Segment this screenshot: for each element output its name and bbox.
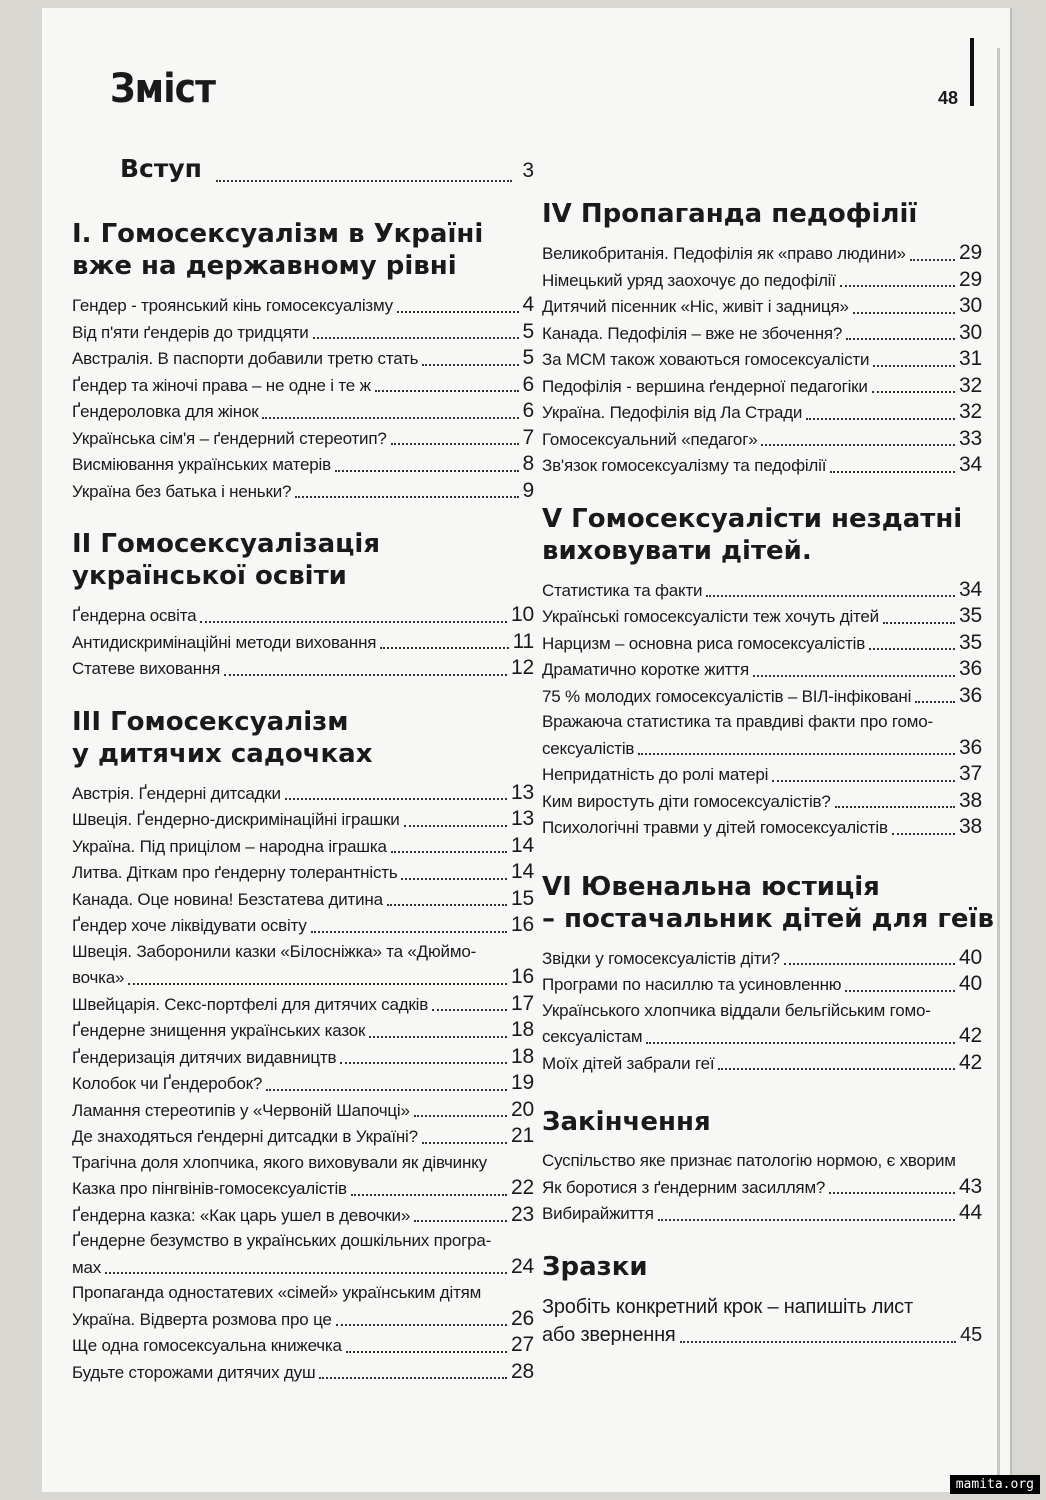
toc-entry-title: Ґендерна освіта [72,606,197,625]
toc-entry-title: Ґендерне безумство в українських дошкільних програ- [72,1231,492,1250]
toc-entry-title: Пропаганда одностатевих «сімей» українським дітям [72,1283,482,1302]
section-heading-line: VI Ювенальна юстиція [542,871,880,902]
toc-entry-page: 18 [511,1044,534,1068]
dot-leader [646,1042,955,1044]
toc-entry-page: 35 [959,630,982,654]
toc-entry[interactable] [72,1070,534,1097]
toc-entry[interactable] [72,780,534,807]
toc-entry[interactable] [72,425,534,452]
toc-entry[interactable] [72,319,534,346]
toc-entry-page: 8 [522,452,534,475]
dot-leader [391,443,519,445]
dot-leader [380,647,508,649]
section-gap [542,479,982,503]
section-gap [542,1076,982,1106]
toc-entry[interactable] [72,602,534,629]
toc-entry-title: Вражаюча статистика та правдиві факти про гомо- [542,712,933,731]
dot-leader [346,1351,507,1353]
dot-leader [432,1009,507,1011]
toc-entry-title: Австралія. В паспорти добавили третю стать [72,349,419,368]
dot-leader [397,311,519,313]
toc-entry-title: Канада. Оце новина! Безстатева дитина [72,889,383,909]
toc-entry[interactable] [542,320,982,347]
toc-entry-page: 11 [512,629,534,653]
toc-entry[interactable] [542,1293,982,1349]
toc-entry-title: Драматично коротке життя [542,660,749,679]
toc-entries [542,1293,982,1349]
dot-leader [414,1220,507,1222]
toc-entry-title: Великобританія. Педофілія як «право людини» [542,244,906,263]
toc-entry-continuation-line [542,1321,982,1349]
toc-entry-page: 42 [959,1050,982,1074]
dot-leader [313,337,519,339]
toc-entry-title: Де знаходяться ґендерні дитсадки в Україні? [72,1127,418,1146]
toc-entry-title: Україна. Під прицілом – народна іграшка [72,836,387,856]
toc-entry-title: Вибирайжиття [542,1204,654,1223]
toc-entry[interactable] [542,293,982,320]
toc-entry-title: Антидискримінаційні методи виховання [72,632,377,652]
toc-entry-continuation-line [72,1254,534,1281]
toc-entry-page: 32 [959,373,982,397]
toc-entry-title: Зробіть конкретний крок – напишіть лист [542,1295,913,1318]
toc-entry[interactable] [72,1228,534,1280]
toc-entries [72,292,534,504]
toc-entry-page: 34 [959,453,982,476]
intro-entry[interactable] [120,152,534,188]
toc-entry-title: Канада. Педофілія – вже не збочення? [542,323,843,343]
toc-entry-page: 13 [511,780,534,804]
dot-leader [335,470,519,472]
toc-entry-title: Гомосексуальний «педагог» [542,429,758,449]
toc-entry[interactable] [542,788,982,815]
toc-entry-page: 21 [511,1124,534,1147]
toc-entry-title: Звідки у гомосексуалістів діти? [542,948,780,968]
toc-entries [72,780,534,1386]
section-gap [542,168,982,198]
toc-entry-title: За МСМ також ховаються гомосексуалісти [542,350,870,369]
dot-leader [200,621,507,623]
toc-entry-title: Від п'яти ґендерів до тридцяти [72,322,309,342]
toc-entries [72,602,534,682]
toc-entry[interactable] [72,991,534,1018]
toc-entry[interactable] [72,833,534,860]
toc-entry[interactable] [542,267,982,294]
section-heading-line: вже на державному рівні [72,251,457,281]
toc-entry-page: 36 [959,683,982,707]
section-heading-line: – постачальник дітей для геїв [542,903,994,934]
toc-entry-continuation: мах [72,1257,102,1277]
section-gap [542,841,982,871]
toc-entry[interactable] [72,886,534,913]
dot-leader [369,1036,507,1038]
intro-label: Вступ [120,154,202,183]
toc-entry-title: Психологічні травми у дітей гомосексуалістів [542,818,888,837]
toc-entry-continuation-line [542,735,982,762]
dot-leader [680,1341,957,1343]
section-heading-line: V Гомосексуалісти нездатні [542,503,963,534]
dot-leader [829,1192,955,1194]
section-heading-line: виховувати дітей. [542,535,812,566]
toc-entry-title: Педофілія - вершина ґендерної педагогіки [542,376,868,396]
section-heading [72,218,534,282]
toc-entry[interactable] [72,1175,534,1202]
toc-entry-continuation: вочка» [72,968,125,987]
toc-entry-title: Українського хлопчика віддали бельгійським гомо- [542,1000,931,1020]
toc-entry-title: Ґендероловка для жінок [72,402,259,421]
toc-entry-title: Суспільство яке признає патологію нормою, є хворим [542,1151,956,1170]
toc-entry[interactable] [72,398,534,425]
toc-entry-title: Колобок чи Ґендеробок? [72,1074,263,1093]
toc-entry[interactable] [72,1150,534,1176]
toc-entry-title: Ґендер хоче ліквідувати освіту [72,916,307,935]
toc-entry[interactable] [72,1097,534,1124]
toc-entry-title: Непридатність до ролі матері [542,765,769,784]
toc-entry[interactable] [542,1148,982,1174]
toc-entry[interactable] [72,859,534,886]
section-heading-line: Закінчення [542,1107,711,1137]
toc-entry-title: Українська сім'я – ґендерний стереотип? [72,428,387,448]
toc-entry[interactable] [542,945,982,972]
toc-entry-page: 18 [511,1018,534,1041]
watermark: mamita.org [950,1475,1040,1494]
toc-entry-title: Швеція. Заборонили казки «Білосніжка» та «Дюймо- [72,941,477,961]
dot-leader [422,1142,507,1144]
toc-entry[interactable] [542,452,982,479]
dot-leader [336,1324,507,1326]
toc-entry-title: 75 % молодих гомосексуалістів – ВІЛ-інфіковані [542,686,912,706]
toc-entry-title: Ґендерна казка: «Как царь ушел в девочки» [72,1205,411,1225]
toc-entry[interactable] [542,630,982,657]
dot-leader [835,806,955,808]
toc-entry-title: Висміювання українських матерів [72,455,331,474]
section-heading-line: II Гомосексуалізація [72,529,381,559]
toc-entry-continuation: сексуалістів [542,738,635,758]
dot-leader [845,990,955,992]
toc-entry[interactable] [72,1044,534,1071]
toc-entry-page: 23 [511,1202,534,1226]
dot-leader [915,701,955,703]
toc-entry-page: 45 [960,1323,982,1346]
toc-entry-page: 17 [511,991,534,1015]
dot-leader [883,622,955,624]
left-column [72,152,534,1385]
dot-leader [840,285,955,287]
toc-entry[interactable] [542,373,982,400]
dot-leader [706,595,955,597]
toc-entry-page: 5 [522,319,534,343]
dot-leader [319,1377,507,1379]
dot-leader [414,1115,507,1117]
page-number: 48 [938,88,959,108]
toc-entry-title: Україна. Педофілія від Ла Стради [542,403,803,422]
toc-entry[interactable] [542,998,982,1050]
toc-entry-page: 16 [511,965,534,988]
toc-entry[interactable] [542,399,982,426]
toc-entry-title: Ламання стереотипів у «Червоній Шапочці» [72,1100,410,1120]
toc-entry-continuation: або звернення [542,1323,676,1346]
toc-entry[interactable] [72,292,534,319]
toc-entry[interactable] [542,1174,982,1201]
section-heading-line: Зразки [542,1251,648,1282]
toc-entry[interactable] [542,577,982,604]
dot-leader [910,259,955,261]
section-heading [72,706,534,770]
dot-leader [340,1062,507,1064]
toc-entry[interactable] [72,1359,534,1386]
dot-leader [806,418,955,420]
section-heading [72,528,534,592]
toc-entry-page: 42 [959,1024,982,1047]
toc-entry-page: 15 [511,886,534,910]
toc-entry-continuation-line [542,1023,982,1050]
toc-entry[interactable] [542,656,982,683]
toc-entry-page: 12 [511,656,534,679]
toc-entry-page: 14 [511,833,534,857]
toc-entry[interactable] [542,426,982,453]
toc-entry-title: Статеве виховання [72,659,221,678]
toc-entry[interactable] [72,655,534,682]
toc-entry-page: 36 [959,657,982,680]
dot-leader [391,851,507,853]
toc-entry-title: Австрія. Ґендерні дитсадки [72,783,281,803]
toc-entry-page: 37 [959,762,982,785]
toc-entry-title: Трагічна доля хлопчика, якого виховували як дівчинку [72,1152,487,1172]
toc-entry-page: 34 [959,577,982,601]
section-heading [542,1106,982,1138]
toc-entry-title: Ґендеризація дитячих видавництв [72,1047,337,1067]
toc-entry-page: 44 [959,1201,982,1224]
dot-leader [285,798,507,800]
dot-leader [638,753,955,755]
toc-entry[interactable] [542,346,982,373]
dot-leader [658,1219,955,1221]
toc-entry-page: 10 [511,603,534,626]
toc-entry-title: Швейцарія. Секс-портфелі для дитячих садків [72,994,429,1014]
toc-entry-title: Як боротися з ґендерним засиллям? [542,1177,826,1197]
toc-entry-page: 24 [511,1254,534,1278]
toc-entry-page: 43 [959,1174,982,1198]
toc-entry-page: 13 [511,807,534,830]
toc-entry-page: 5 [522,346,534,369]
section-heading [542,871,994,935]
dot-leader [375,390,519,392]
dot-leader [872,391,955,393]
toc-entry-page: 31 [959,347,982,370]
section-heading-line: IV Пропаганда педофілії [542,199,918,229]
dot-leader [784,963,955,965]
dot-leader [311,931,507,933]
toc-entry-title: Ще одна гомосексуальна книжечка [72,1336,342,1355]
toc-entry-title: Україна. Відверта розмова про це [72,1309,332,1329]
toc-entry[interactable] [72,1202,534,1229]
dot-leader [422,364,518,366]
right-column [542,168,994,1349]
toc-entry-title: Дитячий пісенник «Ніс, живіт і задниця» [542,297,849,316]
toc-entry-title: Ґендерне знищення українських казок [72,1021,366,1040]
toc-entry-page: 19 [511,1071,534,1094]
intro-page: 3 [522,159,534,182]
section-heading [542,1251,982,1283]
toc-entry-page: 6 [522,372,534,396]
toc-entry-title: Статистика та факти [542,580,703,600]
dot-leader [404,825,508,827]
toc-entries [542,577,982,841]
toc-entry-title: Моїх дітей забрали геї [542,1053,715,1073]
toc-entry[interactable] [72,939,534,991]
toc-entry-page: 33 [959,426,982,450]
toc-entry-title: Гендер - троянський кінь гомосексуалізму [72,296,393,315]
toc-entry-title: Німецький уряд заохочує до педофілії [542,270,836,290]
toc-entry[interactable] [72,912,534,939]
section-heading [542,198,982,230]
toc-entry-title: Україна без батька і неньки? [72,481,292,501]
dot-leader [401,878,507,880]
toc-entry[interactable] [72,1306,534,1333]
dot-leader [772,780,955,782]
toc-entry[interactable] [542,683,982,710]
toc-entry-page: 16 [511,913,534,936]
toc-entry-page: 14 [511,860,534,883]
toc-entry-page: 29 [959,267,982,291]
toc-entry-title: Литва. Діткам про ґендерну толерантність [72,863,398,882]
toc-entry-page: 20 [511,1097,534,1121]
dot-leader [216,180,512,182]
dot-leader [873,365,955,367]
toc-entry-title: Нарцизм – основна риса гомосексуалістів [542,633,866,653]
toc-entry-title: Українські гомосексуалісти теж хочуть дітей [542,607,879,626]
dot-leader [846,338,955,340]
dot-leader [892,833,955,835]
dot-leader [295,496,518,498]
toc-entry[interactable] [542,1050,982,1077]
dot-leader [105,1272,507,1274]
dot-leader [761,444,955,446]
toc-entry-page: 26 [511,1306,534,1330]
toc-entry[interactable] [72,372,534,399]
section-heading-line: у дитячих садочках [72,738,373,769]
section-gap [72,682,534,706]
toc-entry-title: Зв'язок гомосексуалізму та педофілії [542,456,827,475]
toc-entry-page: 9 [522,478,534,502]
toc-entry-continuation-line [72,964,534,991]
toc-entry-page: 28 [511,1359,534,1383]
toc-entry[interactable] [72,1017,534,1044]
toc-entry-title: Програми по насиллю та усиновленню [542,975,842,994]
toc-entry-page: 22 [511,1176,534,1199]
toc-entry-page: 4 [522,293,534,316]
toc-entry-page: 40 [959,945,982,969]
toc-entry-page: 27 [511,1333,534,1356]
section-heading [542,503,982,567]
toc-entry[interactable] [72,806,534,833]
toc-entries [542,240,982,479]
section-heading-line: I. Гомосексуалізм в Україні [72,219,484,249]
toc-entry[interactable] [542,814,982,841]
dot-leader [869,648,955,650]
section-heading-line: III Гомосексуалізм [72,706,349,737]
toc-entry-title: Будьте сторожами дитячих душ [72,1362,316,1382]
toc-entry-title: Казка про пінгвінів-гомосексуалістів [72,1179,347,1198]
toc-entries [542,1148,982,1227]
dot-leader [853,312,955,314]
toc-entry-title: Швеція. Ґендерно-дискримінаційні іграшки [72,810,400,829]
document-page [42,8,1010,1492]
toc-entry-page: 6 [522,399,534,422]
section-heading-line: української освіти [72,561,347,591]
toc-entries [542,945,982,1077]
toc-entry-title: Ґендер та жіночі права – не одне і те ж [72,375,371,395]
toc-entry-title: Ким виростуть діти гомосексуалістів? [542,791,831,811]
toc-entry[interactable] [542,709,982,761]
toc-entry-page: 35 [959,604,982,627]
dot-leader [224,674,507,676]
toc-entry[interactable] [72,1123,534,1150]
toc-entry[interactable] [542,1200,982,1227]
dot-leader [753,675,955,677]
toc-entry[interactable] [72,629,534,656]
page-edge [997,48,1000,1488]
dot-leader [266,1089,507,1091]
toc-entry-page: 30 [959,320,982,344]
toc-entry-page: 7 [522,425,534,449]
section-gap [542,1227,982,1251]
toc-entry[interactable] [542,240,982,267]
toc-entry[interactable] [542,971,982,998]
toc-entry-page: 30 [959,294,982,317]
toc-entry[interactable] [542,603,982,630]
toc-entry[interactable] [542,761,982,788]
toc-entry-page: 38 [959,815,982,838]
dot-leader [262,417,518,419]
page-title: Зміст [110,66,216,112]
toc-entry[interactable] [72,1280,534,1306]
toc-entry-page: 32 [959,400,982,423]
dot-leader [387,904,507,906]
dot-leader [718,1068,955,1070]
page-bar [970,38,974,106]
section-gap [72,504,534,528]
toc-entry-continuation: сексуалістам [542,1027,643,1046]
toc-entry-page: 29 [959,241,982,264]
dot-leader [351,1194,507,1196]
toc-entry[interactable] [72,345,534,372]
toc-entry[interactable] [72,451,534,478]
section-gap [72,188,534,218]
dot-leader [128,983,507,985]
dot-leader [830,471,955,473]
toc-entry-page: 40 [959,972,982,995]
toc-entry[interactable] [72,1332,534,1359]
toc-entry[interactable] [72,478,534,505]
toc-entry-page: 36 [959,735,982,759]
toc-entry-page: 38 [959,788,982,812]
